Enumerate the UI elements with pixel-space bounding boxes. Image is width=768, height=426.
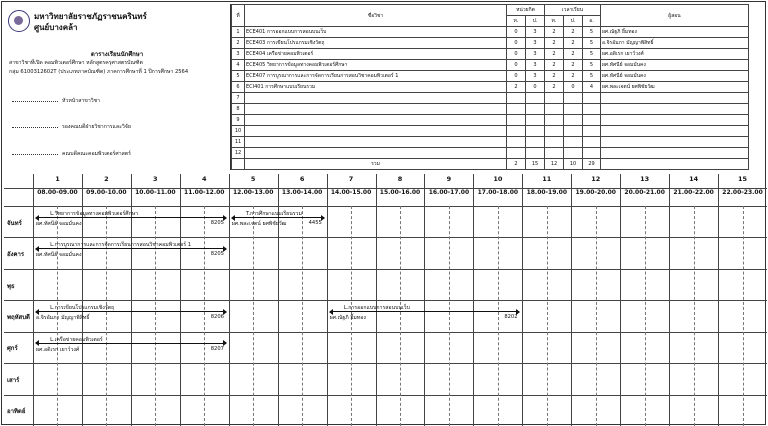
period-column-line <box>522 174 523 426</box>
course-teacher <box>601 148 749 159</box>
half-hour-line <box>547 206 548 426</box>
course-hours-cell <box>507 126 526 137</box>
signature-label: หัวหน้าสาขาวิชา <box>62 98 101 104</box>
course-row <box>232 71 749 82</box>
class-name: T.การศึกษาแบบเรียนรวม <box>245 211 302 217</box>
course-hours-cell <box>545 104 564 115</box>
course-hours-cell: 0 <box>507 49 526 60</box>
signature-dots <box>12 150 58 155</box>
period-column-line <box>473 174 474 426</box>
course-hours-cell <box>583 137 601 148</box>
period-column-line <box>327 174 328 426</box>
total-cell: 10 <box>564 159 583 170</box>
course-row <box>232 148 749 159</box>
half-hour-line <box>155 206 156 426</box>
course-row <box>232 60 749 71</box>
class-room: 8206 <box>210 314 224 321</box>
day-divider <box>4 269 767 270</box>
total-label: รวม <box>245 159 507 170</box>
period-time: 16.00-17.00 <box>428 189 470 196</box>
course-hours-cell: 2 <box>564 49 583 60</box>
course-teacher <box>601 115 749 126</box>
class-room: 8205 <box>210 220 224 226</box>
signature-line-head <box>12 97 100 105</box>
period-number: 2 <box>104 175 109 183</box>
course-hours-cell <box>526 115 545 126</box>
header-divider <box>4 206 767 207</box>
course-teacher <box>601 126 749 137</box>
period-number: 1 <box>55 175 60 183</box>
course-hours-cell <box>564 126 583 137</box>
course-hours-cell <box>545 137 564 148</box>
half-hour-line <box>204 206 205 426</box>
course-subject <box>245 93 507 104</box>
total-cell: 2 <box>507 159 526 170</box>
course-row <box>232 126 749 137</box>
course-row <box>232 82 749 93</box>
period-time: 08.00-09.00 <box>37 189 78 196</box>
class-teacher: ผศ.ทัศนีย์ จอมมั่นคง <box>36 252 82 259</box>
half-hour-line <box>106 206 107 426</box>
header-credits: หน่วยกิต <box>507 5 545 16</box>
day-divider <box>4 363 767 364</box>
header-subject: ชื่อวิชา <box>245 5 507 27</box>
course-row <box>232 27 749 38</box>
course-hours-cell: 0 <box>507 71 526 82</box>
course-hours-cell <box>564 148 583 159</box>
period-column-line <box>33 174 34 426</box>
period-number: 4 <box>201 175 207 183</box>
course-teacher: อ.จิรอัมภา มัญญาพิสิทธิ์ <box>601 38 749 49</box>
course-no: 6 <box>232 82 245 93</box>
period-number: 9 <box>446 175 452 183</box>
half-hour-line <box>449 206 450 426</box>
signature-label: รองคณบดีฝ่ายวิชาการและวิจัย <box>62 124 131 130</box>
class-teacher: ผศ.ทัศนีย์ จอมมั่นคง <box>36 221 82 227</box>
course-hours-cell <box>526 148 545 159</box>
course-hours-cell: 3 <box>526 60 545 71</box>
course-teacher: ผศ.ทัศนีย์ จอมมั่นคง <box>601 60 749 71</box>
course-teacher <box>601 93 749 104</box>
total-blank <box>232 159 245 170</box>
course-hours-cell <box>564 93 583 104</box>
course-teacher <box>601 104 749 115</box>
period-time: 20.00-21.00 <box>624 189 665 196</box>
course-teacher: ผศ.ทัศนีย์ จอมมั่นคง <box>601 71 749 82</box>
course-hours-cell <box>545 93 564 104</box>
course-row <box>232 49 749 60</box>
subheader-cell: ท. <box>545 16 564 27</box>
course-hours-cell: 4 <box>583 82 601 93</box>
course-hours-cell: 3 <box>526 38 545 49</box>
course-hours-cell: 3 <box>526 27 545 38</box>
course-no: 10 <box>232 126 245 137</box>
course-subject <box>245 126 507 137</box>
course-hours-cell: 2 <box>564 38 583 49</box>
period-number: 8 <box>397 175 403 183</box>
period-time: 13.00-14.00 <box>281 189 323 196</box>
class-teacher: ผศ.ณัฐภิ ยิ้มทอง <box>329 315 366 322</box>
period-number: 7 <box>348 175 354 183</box>
course-hours-cell <box>507 148 526 159</box>
course-hours-cell <box>526 137 545 148</box>
period-time: 22.00-23.00 <box>722 189 763 196</box>
day-label: อาทิตย์ <box>7 408 26 416</box>
day-label: พฤหัสบดี <box>7 314 30 321</box>
subheader-cell: อ. <box>583 16 601 27</box>
period-number: 14 <box>689 175 699 183</box>
course-hours-cell <box>526 104 545 115</box>
day-label: พุธ <box>7 282 15 290</box>
course-hours-cell: 0 <box>564 82 583 93</box>
subheader-cell: ป. <box>526 16 545 27</box>
course-subject: ECE401 การออกแบบการสอนบนเว็บ <box>245 27 507 38</box>
course-hours-cell: 0 <box>507 60 526 71</box>
class-span-arrow <box>36 217 226 218</box>
total-cell: 12 <box>545 159 564 170</box>
day-label: เสาร์ <box>7 376 20 384</box>
class-name: L.เครือข่ายคอมพิวเตอร์ <box>50 336 103 343</box>
course-hours-cell: 0 <box>526 82 545 93</box>
period-column-line <box>718 174 719 426</box>
signature-label: คณบดีคณะคอมพิวเตอร์ศาสตร์ <box>62 151 131 157</box>
course-row <box>232 104 749 115</box>
university-name <box>34 11 147 33</box>
course-no: 11 <box>232 137 245 148</box>
course-subject <box>245 137 507 148</box>
group-line: กลุ่ม 6100312602T (ประเภทภาคบัณฑิต) ภาคการศึกษาที่ 1 ปีการศึกษา 2564 <box>9 69 189 75</box>
university-title: มหาวิทยาลัยราชภัฏราชนครินทร์ <box>34 12 147 21</box>
half-hour-line <box>645 206 646 426</box>
course-hours-cell <box>507 93 526 104</box>
period-column-line <box>180 174 181 426</box>
period-number: 15 <box>738 175 748 183</box>
course-hours-cell: 0 <box>507 27 526 38</box>
course-hours-cell: 5 <box>583 60 601 71</box>
signature-line-deputy <box>12 123 131 131</box>
course-hours-cell <box>564 104 583 115</box>
course-hours-cell: 2 <box>545 49 564 60</box>
course-header-row <box>232 5 749 16</box>
half-hour-line <box>302 206 303 426</box>
class-span-arrow <box>36 248 226 249</box>
total-cell: 15 <box>526 159 545 170</box>
class-room: 4455 <box>308 220 322 226</box>
course-row <box>232 137 749 148</box>
period-time: 15.00-16.00 <box>379 189 421 196</box>
course-no: 3 <box>232 49 245 60</box>
course-subject: ECE405 วิทยาการข้อมูลทางคอมพิวเตอร์ศึกษา <box>245 60 507 71</box>
total-cell: 29 <box>583 159 601 170</box>
course-hours-cell: 2 <box>545 60 564 71</box>
period-column-line <box>669 174 670 426</box>
half-hour-line <box>596 206 597 426</box>
course-hours-cell: 3 <box>526 49 545 60</box>
subheader-cell: ท. <box>507 16 526 27</box>
half-hour-line <box>743 206 744 426</box>
period-number: 11 <box>542 175 552 183</box>
course-row <box>232 93 749 104</box>
course-no: 4 <box>232 60 245 71</box>
course-no: 12 <box>232 148 245 159</box>
course-hours-cell: 2 <box>564 27 583 38</box>
class-name: L.การเขียนโปรแกรมเชิงวัตถุ <box>50 305 115 312</box>
period-column-line <box>571 174 572 426</box>
course-hours-cell <box>507 115 526 126</box>
day-divider <box>4 237 767 238</box>
course-hours-cell <box>526 93 545 104</box>
course-hours-cell <box>545 115 564 126</box>
document-title: ตารางเรียนนักศึกษา <box>90 51 144 58</box>
period-number: 12 <box>591 175 601 183</box>
course-hours-cell: 5 <box>583 27 601 38</box>
header-hours: เวลาเรียน <box>545 5 601 16</box>
course-hours-cell <box>564 137 583 148</box>
subheader-cell: ป. <box>564 16 583 27</box>
period-time: 11.00-12.00 <box>184 189 225 196</box>
program-line: สาขาวิชาที่เปิด คอมพิวเตอร์ศึกษา หลักสูตรครุศาสตรบัณฑิต <box>9 60 143 66</box>
course-hours-cell <box>526 126 545 137</box>
class-span-arrow <box>232 217 324 218</box>
class-name: L.การบูรณาการและการจัดการเรียนการสอนวิชาคอมพิวเตอร์ 1 <box>50 242 192 249</box>
course-table <box>231 4 749 170</box>
class-name: L.วิทยาการข้อมูลทางคอมพิวเตอร์ศึกษา <box>50 211 139 217</box>
center-name: ศูนย์บางคล้า <box>34 23 78 32</box>
class-span-arrow <box>36 311 226 312</box>
course-teacher <box>601 137 749 148</box>
class-span-arrow <box>36 343 226 344</box>
course-hours-cell: 2 <box>507 82 526 93</box>
course-teacher: ผศ.พละเจตน์ ยศพิชัยวัฒ <box>601 82 749 93</box>
weekly-schedule-grid <box>4 174 767 426</box>
course-hours-cell: 5 <box>583 49 601 60</box>
document-header <box>4 4 231 170</box>
course-hours-cell: 2 <box>564 60 583 71</box>
course-hours-cell: 2 <box>545 82 564 93</box>
course-subject: ECI401 การศึกษาแบบเรียนรวม <box>245 82 507 93</box>
period-number: 13 <box>640 175 650 183</box>
half-hour-line <box>498 206 499 426</box>
course-hours-cell <box>583 93 601 104</box>
course-subject: ECE403 การเขียนโปรแกรมเชิงวัตถุ <box>245 38 507 49</box>
period-number: 6 <box>299 175 305 183</box>
course-hours-cell <box>564 115 583 126</box>
course-hours-cell <box>583 126 601 137</box>
period-number: 3 <box>153 175 158 183</box>
day-divider <box>4 300 767 301</box>
period-time: 14.00-15.00 <box>330 189 372 196</box>
course-hours-cell <box>545 148 564 159</box>
university-seal-icon <box>8 10 30 32</box>
course-row <box>232 115 749 126</box>
course-subject: ECE407 การบูรณาการและการจัดการเรียนการสอนวิชาคอมพิวเตอร์ 1 <box>245 71 507 82</box>
day-divider <box>4 332 767 333</box>
course-no: 1 <box>232 27 245 38</box>
signature-dots <box>12 97 58 102</box>
course-hours-cell: 3 <box>526 71 545 82</box>
course-hours-cell: 2 <box>545 71 564 82</box>
period-number: 5 <box>250 175 256 183</box>
course-hours-cell <box>583 115 601 126</box>
half-hour-line <box>400 206 401 426</box>
period-column-line <box>376 174 377 426</box>
course-hours-cell: 2 <box>545 38 564 49</box>
class-span-arrow <box>330 311 520 312</box>
class-room: 8207 <box>210 345 224 352</box>
day-label: จันทร์ <box>7 219 22 227</box>
period-column-line <box>424 174 425 426</box>
course-hours-cell <box>583 148 601 159</box>
period-time: 12.00-13.00 <box>232 189 274 196</box>
period-column-line <box>229 174 230 426</box>
header-teacher: ผู้สอน <box>601 5 749 27</box>
signature-dots <box>12 123 58 128</box>
course-teacher: ผศ.ณัฐภิ ยิ้มทอง <box>601 27 749 38</box>
period-time: 17.00-18.00 <box>477 189 519 196</box>
course-hours-cell <box>583 104 601 115</box>
course-hours-cell: 2 <box>564 71 583 82</box>
timetable-document <box>1 1 766 425</box>
period-time: 18.00-19.00 <box>526 189 568 196</box>
class-teacher: ผศ.อดิเรก เยาว์วงศ์ <box>36 346 80 353</box>
day-divider <box>4 395 767 396</box>
period-column-line <box>620 174 621 426</box>
day-label: ศุกร์ <box>7 345 18 353</box>
period-time: 21.00-22.00 <box>673 189 714 196</box>
course-subject <box>245 148 507 159</box>
course-no: 9 <box>232 115 245 126</box>
period-time: 19.00-20.00 <box>575 189 616 196</box>
class-teacher: ผศ.พละเจตน์ ยศพิชัยวัฒ <box>231 221 287 227</box>
course-no: 5 <box>232 71 245 82</box>
course-hours-cell: 5 <box>583 38 601 49</box>
course-subject <box>245 115 507 126</box>
signature-line-dean <box>12 150 131 158</box>
class-room: 8202 <box>504 314 518 321</box>
class-room: 8205 <box>210 251 224 258</box>
class-teacher: อ.จิรอัมภา มัญญาพิสิทธิ์ <box>36 315 90 322</box>
course-hours-cell <box>507 104 526 115</box>
course-hours-cell <box>507 137 526 148</box>
course-hours-cell <box>545 126 564 137</box>
header-no: ที่ <box>232 5 245 27</box>
course-no: 8 <box>232 104 245 115</box>
course-hours-cell: 0 <box>507 38 526 49</box>
total-blank <box>601 159 749 170</box>
course-no: 7 <box>232 93 245 104</box>
class-name: L.การออกแบบการสอนบนเว็บ <box>343 305 410 312</box>
course-subject <box>245 104 507 115</box>
course-teacher: ผศ.อดิเรก เยาว์วงศ์ <box>601 49 749 60</box>
period-time: 10.00-11.00 <box>135 189 176 196</box>
half-hour-line <box>253 206 254 426</box>
period-time: 09.00-10.00 <box>86 189 127 196</box>
period-number: 10 <box>493 175 503 183</box>
course-row <box>232 38 749 49</box>
course-no: 2 <box>232 38 245 49</box>
course-total-row <box>232 159 749 170</box>
day-label: อังคาร <box>7 251 25 259</box>
course-hours-cell: 5 <box>583 71 601 82</box>
course-subject: ECE404 เครือข่ายคอมพิวเตอร์ <box>245 49 507 60</box>
course-hours-cell: 2 <box>545 27 564 38</box>
half-hour-line <box>694 206 695 426</box>
